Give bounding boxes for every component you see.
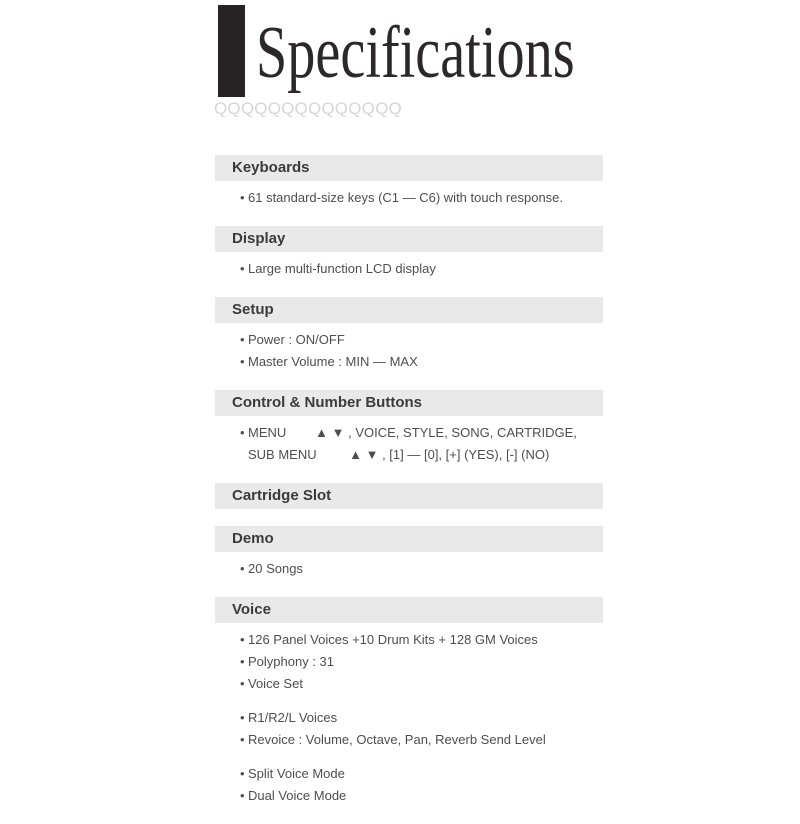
spec-section [215, 390, 603, 466]
section-body [215, 258, 603, 280]
bullet-group [215, 763, 603, 807]
section-body [215, 329, 603, 373]
section-body [215, 187, 603, 209]
bullet-group [215, 258, 603, 280]
decorative-q-row: QQQQQQQQQQQQQQ [214, 99, 402, 118]
spec-item [215, 258, 603, 280]
spec-item [215, 629, 603, 651]
spec-item [215, 187, 603, 209]
section-title: Control & Number Buttons [215, 390, 603, 416]
spec-item-line: • 126 Panel Voices +10 Drum Kits + 128 GM Voices [248, 632, 538, 647]
spec-item [215, 351, 603, 373]
spec-item [215, 673, 603, 695]
spec-item-line: • MENU ▲ ▼ , VOICE, STYLE, SONG, CARTRIDGE, [248, 425, 577, 440]
section-title: Demo [215, 526, 603, 552]
section-body [215, 629, 603, 807]
section-title: Keyboards [215, 155, 603, 181]
bullet-group [215, 707, 603, 751]
spec-item [215, 707, 603, 729]
bullet-group [215, 422, 603, 466]
spec-item [215, 651, 603, 673]
spec-item-line: SUB MENU ▲ ▼ , [1] — [0], [+] (YES), [-] (NO) [248, 447, 550, 462]
sections [215, 155, 603, 824]
spec-section [215, 226, 603, 280]
spec-section [215, 526, 603, 580]
spec-item-line: • Power : ON/OFF [248, 332, 345, 347]
section-body [215, 422, 603, 466]
section-title: Setup [215, 297, 603, 323]
spec-item [215, 329, 603, 351]
spec-item-line: • 61 standard-size keys (C1 — C6) with touch response. [248, 190, 564, 205]
spec-item-line: • 20 Songs [248, 561, 303, 576]
spec-item [215, 729, 603, 751]
bullet-group [215, 558, 603, 580]
section-body [215, 558, 603, 580]
spec-item [215, 785, 603, 807]
spec-item [215, 422, 603, 466]
spec-item-line: • Polyphony : 31 [248, 654, 335, 669]
page-title: Specifications [256, 12, 575, 94]
spec-item-line: • Revoice : Volume, Octave, Pan, Reverb Send Level [248, 732, 546, 747]
spec-item [215, 763, 603, 785]
section-title: Display [215, 226, 603, 252]
spec-item-line: • Voice Set [248, 676, 303, 691]
spec-item-line: • Master Volume : MIN — MAX [248, 354, 418, 369]
spec-item-line: • Large multi-function LCD display [248, 261, 436, 276]
spec-item-line: • Split Voice Mode [248, 766, 345, 781]
spec-section [215, 297, 603, 373]
spec-item-line: • R1/R2/L Voices [248, 710, 338, 725]
title-accent-bar [218, 5, 245, 97]
section-title: Cartridge Slot [215, 483, 603, 509]
bullet-group [215, 329, 603, 373]
spec-item-line: • Dual Voice Mode [248, 788, 347, 803]
spec-section [215, 155, 603, 209]
bullet-group [215, 629, 603, 695]
section-title: Voice [215, 597, 603, 623]
spec-section [215, 483, 603, 509]
spec-section [215, 597, 603, 807]
bullet-group [215, 187, 603, 209]
spec-item [215, 558, 603, 580]
